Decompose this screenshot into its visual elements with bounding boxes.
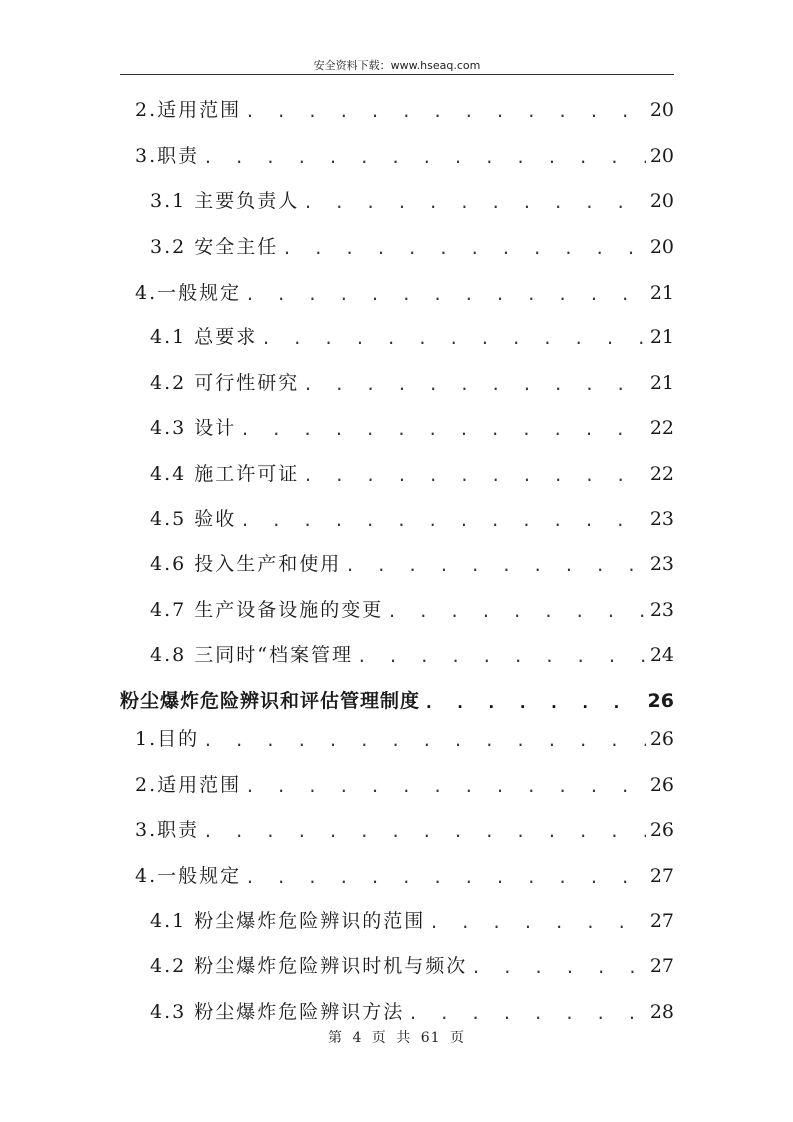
toc-entry[interactable]: [150, 461, 674, 487]
toc-entry-label: 4.6 投入生产和使用: [150, 553, 342, 575]
toc-entry-page: 24: [649, 644, 674, 666]
toc-entry[interactable]: [150, 597, 674, 623]
toc-entry-page: 23: [649, 553, 674, 575]
toc-entry[interactable]: [150, 953, 674, 979]
toc-entry[interactable]: [135, 863, 674, 889]
toc-entry-page: 27: [649, 955, 674, 977]
toc-leader-dots: [245, 101, 646, 123]
toc-leader-dots: [303, 192, 646, 214]
toc-entry-page: 22: [649, 463, 674, 485]
page-footer: 第 4 页 共 61 页: [328, 1030, 465, 1046]
toc-leader-dots: [408, 1003, 646, 1025]
toc-entry[interactable]: [135, 817, 674, 843]
toc-entry[interactable]: [150, 642, 674, 668]
toc-entry-label: 4.一般规定: [135, 282, 242, 304]
toc-leader-dots: [245, 867, 646, 889]
toc-leader-dots: [303, 465, 646, 487]
toc-entry[interactable]: [150, 188, 674, 214]
toc-leader-dots: [424, 692, 644, 714]
toc-entry[interactable]: [150, 999, 674, 1025]
toc-leader-dots: [240, 510, 646, 532]
toc-entry[interactable]: [150, 551, 674, 577]
toc-entry-page: 21: [649, 372, 674, 394]
toc-entry-label: 4.8 三同时“档案管理: [150, 644, 353, 666]
toc-entry[interactable]: [135, 143, 674, 169]
toc-entry-page: 22: [649, 417, 674, 439]
toc-entry-page: 26: [647, 690, 674, 712]
toc-entry-label: 3.1 主要负责人: [150, 190, 300, 212]
toc-entry-page: 26: [649, 728, 674, 750]
header-divider: [120, 74, 674, 75]
toc-entry[interactable]: [135, 280, 674, 306]
toc-entry-label: 4.2 可行性研究: [150, 372, 300, 394]
toc-entry[interactable]: [150, 324, 674, 350]
toc-entry-page: 27: [649, 910, 674, 932]
toc-entry[interactable]: [150, 415, 674, 441]
toc-leader-dots: [261, 328, 646, 350]
toc-entry-label: 4.7 生产设备设施的变更: [150, 599, 384, 621]
toc-entry-label: 1.目的: [135, 728, 200, 750]
toc-entry-page: 27: [649, 865, 674, 887]
toc-entry-label: 4.一般规定: [135, 865, 242, 887]
toc-entry-label: 4.2 粉尘爆炸危险辨识时机与频次: [150, 955, 468, 977]
toc-leader-dots: [203, 730, 646, 752]
toc-entry-page: 20: [649, 145, 674, 167]
toc-entry-page: 26: [649, 774, 674, 796]
toc-entry-page: 20: [649, 236, 674, 258]
toc-entry[interactable]: [135, 772, 674, 798]
toc-entry-label: 4.1 粉尘爆炸危险辨识的范围: [150, 910, 426, 932]
page-header: 安全资料下载：www.hseaq.com: [313, 59, 481, 72]
toc-leader-dots: [245, 776, 646, 798]
toc-entry-page: 28: [649, 1001, 674, 1023]
toc-entry-page: 26: [649, 819, 674, 841]
toc-leader-dots: [357, 646, 646, 668]
toc-entry-label: 3.职责: [135, 145, 200, 167]
toc-entry-label: 4.4 施工许可证: [150, 463, 300, 485]
toc-leader-dots: [282, 238, 646, 260]
toc-leader-dots: [303, 374, 646, 396]
toc-entry-page: 21: [649, 282, 674, 304]
toc-leader-dots: [345, 555, 646, 577]
toc-entry-label: 粉尘爆炸危险辨识和评估管理制度: [120, 690, 421, 712]
toc-section-heading[interactable]: [120, 688, 674, 714]
toc-entry-label: 3.职责: [135, 819, 200, 841]
toc-entry-label: 4.3 设计: [150, 417, 237, 439]
toc-leader-dots: [471, 957, 646, 979]
toc-entry-label: 2.适用范围: [135, 774, 242, 796]
toc-entry-page: 21: [649, 326, 674, 348]
toc-entry-label: 4.1 总要求: [150, 326, 258, 348]
toc-leader-dots: [245, 284, 646, 306]
toc-entry-page: 23: [649, 508, 674, 530]
toc-entry-label: 2.适用范围: [135, 99, 242, 121]
toc-entry-page: 20: [649, 99, 674, 121]
toc-leader-dots: [240, 419, 646, 441]
toc-entry[interactable]: [150, 908, 674, 934]
toc-entry[interactable]: [135, 726, 674, 752]
toc-entry-label: 3.2 安全主任: [150, 236, 279, 258]
toc-leader-dots: [203, 147, 646, 169]
toc-leader-dots: [203, 821, 646, 843]
toc-entry-label: 4.3 粉尘爆炸危险辨识方法: [150, 1001, 405, 1023]
toc-entry[interactable]: [135, 97, 674, 123]
toc-leader-dots: [429, 912, 646, 934]
toc-entry[interactable]: [150, 234, 674, 260]
toc-leader-dots: [387, 601, 646, 623]
toc-entry-page: 23: [649, 599, 674, 621]
toc-entry-label: 4.5 验收: [150, 508, 237, 530]
toc-entry[interactable]: [150, 370, 674, 396]
toc-entry[interactable]: [150, 506, 674, 532]
toc-entry-page: 20: [649, 190, 674, 212]
